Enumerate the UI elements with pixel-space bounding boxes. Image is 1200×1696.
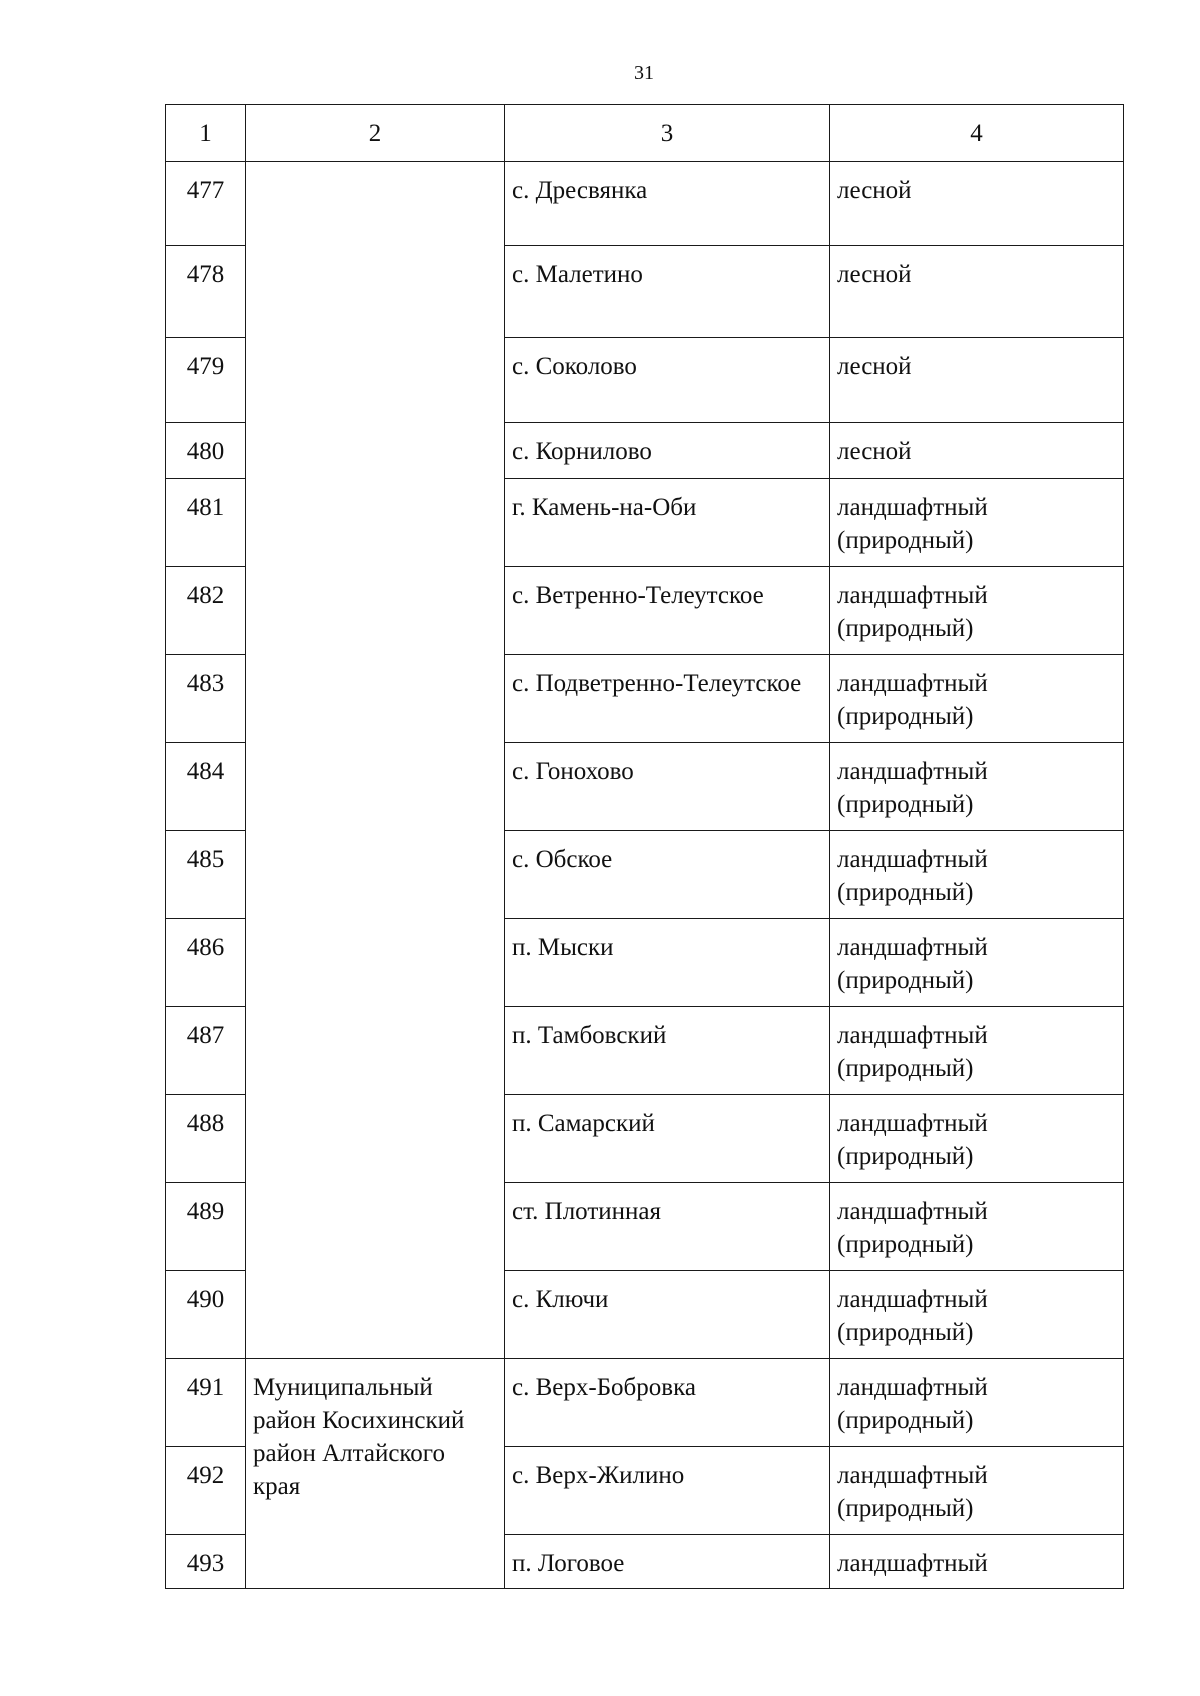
row-number: 493 bbox=[166, 1535, 246, 1589]
row-number: 491 bbox=[166, 1359, 246, 1447]
zone-type-line1: ландшафтный bbox=[837, 494, 988, 521]
zone-type-line2: (природный) bbox=[837, 703, 974, 730]
zone-type-line1: лесной bbox=[837, 177, 912, 204]
zone-type-line1: ландшафтный bbox=[837, 1198, 988, 1225]
settlement-name: с. Ветренно-Телеутское bbox=[505, 567, 830, 655]
zone-type-line2: (природный) bbox=[837, 1143, 974, 1170]
zone-type bbox=[830, 567, 1124, 655]
settlement-name: п. Самарский bbox=[505, 1095, 830, 1183]
settlement-name: п. Логовое bbox=[505, 1535, 830, 1589]
zone-type-line1: ландшафтный bbox=[837, 582, 988, 609]
table-row bbox=[166, 1359, 1124, 1447]
settlement-name: с. Ключи bbox=[505, 1271, 830, 1359]
settlement-name: г. Камень-на-Оби bbox=[505, 479, 830, 567]
zone-type bbox=[830, 1271, 1124, 1359]
settlement-name: с. Малетино bbox=[505, 246, 830, 338]
row-number: 489 bbox=[166, 1183, 246, 1271]
row-number: 490 bbox=[166, 1271, 246, 1359]
row-number: 482 bbox=[166, 567, 246, 655]
row-number: 478 bbox=[166, 246, 246, 338]
table-row bbox=[166, 162, 1124, 246]
row-number: 486 bbox=[166, 919, 246, 1007]
zone-type bbox=[830, 1359, 1124, 1447]
zone-type-line1: ландшафтный bbox=[837, 1550, 988, 1577]
zone-type bbox=[830, 655, 1124, 743]
zone-type bbox=[830, 1183, 1124, 1271]
zone-type-line1: лесной bbox=[837, 261, 912, 288]
row-number: 477 bbox=[166, 162, 246, 246]
row-number: 480 bbox=[166, 423, 246, 479]
row-number: 481 bbox=[166, 479, 246, 567]
zone-type bbox=[830, 743, 1124, 831]
zone-type bbox=[830, 1447, 1124, 1535]
zone-type-line2: (природный) bbox=[837, 967, 974, 994]
zone-type-line1: ландшафтный bbox=[837, 846, 988, 873]
settlement-name: ст. Плотинная bbox=[505, 1183, 830, 1271]
zone-type bbox=[830, 479, 1124, 567]
row-number: 483 bbox=[166, 655, 246, 743]
zone-type bbox=[830, 919, 1124, 1007]
settlement-name: с. Гонохово bbox=[505, 743, 830, 831]
settlement-name: с. Подветренно-Телеутское bbox=[505, 655, 830, 743]
settlement-name: п. Тамбовский bbox=[505, 1007, 830, 1095]
page-number: 31 bbox=[634, 62, 654, 84]
settlement-name: с. Обское bbox=[505, 831, 830, 919]
row-number: 487 bbox=[166, 1007, 246, 1095]
zone-type-line1: ландшафтный bbox=[837, 758, 988, 785]
district-cell-empty bbox=[246, 162, 505, 1359]
zone-type bbox=[830, 831, 1124, 919]
header-col-3: 3 bbox=[505, 105, 830, 162]
zone-type-line2: (природный) bbox=[837, 527, 974, 554]
zone-type-line2: (природный) bbox=[837, 1055, 974, 1082]
zone-type-line2: (природный) bbox=[837, 615, 974, 642]
settlement-name: с. Соколово bbox=[505, 338, 830, 423]
zone-type bbox=[830, 338, 1124, 423]
zone-type-line1: ландшафтный bbox=[837, 1110, 988, 1137]
header-col-4: 4 bbox=[830, 105, 1124, 162]
header-col-1: 1 bbox=[166, 105, 246, 162]
zone-type bbox=[830, 246, 1124, 338]
zone-type-line1: лесной bbox=[837, 353, 912, 380]
zone-type-line2: (природный) bbox=[837, 791, 974, 818]
zone-type-line1: ландшафтный bbox=[837, 1374, 988, 1401]
row-number: 492 bbox=[166, 1447, 246, 1535]
row-number: 479 bbox=[166, 338, 246, 423]
zone-type-line1: ландшафтный bbox=[837, 1462, 988, 1489]
zone-type-line2: (природный) bbox=[837, 1495, 974, 1522]
row-number: 485 bbox=[166, 831, 246, 919]
zone-type-line1: ландшафтный bbox=[837, 670, 988, 697]
header-col-2: 2 bbox=[246, 105, 505, 162]
zone-type bbox=[830, 162, 1124, 246]
zone-type-line1: ландшафтный bbox=[837, 1286, 988, 1313]
settlement-name: с. Корнилово bbox=[505, 423, 830, 479]
zone-type-line2: (природный) bbox=[837, 1407, 974, 1434]
zone-type-line1: ландшафтный bbox=[837, 1022, 988, 1049]
zone-type-line2: (природный) bbox=[837, 1319, 974, 1346]
row-number: 488 bbox=[166, 1095, 246, 1183]
settlement-name: п. Мыски bbox=[505, 919, 830, 1007]
zone-type bbox=[830, 1095, 1124, 1183]
district-cell: Муниципальный район Косихинский район Алтайского края bbox=[246, 1359, 505, 1589]
zone-type bbox=[830, 423, 1124, 479]
zone-type-line1: лесной bbox=[837, 438, 912, 465]
row-number: 484 bbox=[166, 743, 246, 831]
zone-type-line1: ландшафтный bbox=[837, 934, 988, 961]
zone-type bbox=[830, 1007, 1124, 1095]
settlements-table bbox=[165, 104, 1124, 1589]
table-header-row bbox=[166, 105, 1124, 162]
zone-type-line2: (природный) bbox=[837, 1231, 974, 1258]
settlement-name: с. Верх-Бобровка bbox=[505, 1359, 830, 1447]
settlement-name: с. Дресвянка bbox=[505, 162, 830, 246]
settlement-name: с. Верх-Жилино bbox=[505, 1447, 830, 1535]
zone-type-line2: (природный) bbox=[837, 879, 974, 906]
zone-type bbox=[830, 1535, 1124, 1589]
